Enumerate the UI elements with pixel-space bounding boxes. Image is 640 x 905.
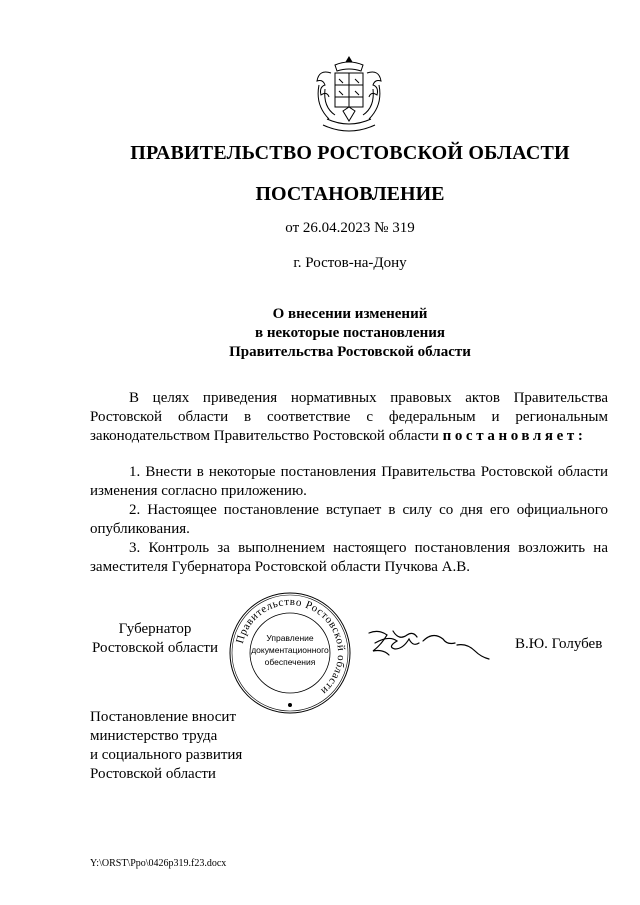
file-path: Y:\ORST\Ppo\0426p319.f23.docx xyxy=(90,858,227,869)
subject-line: Правительства Ростовской области xyxy=(229,344,471,360)
submitter-line: и социального развития xyxy=(90,747,243,763)
handwritten-signature-icon xyxy=(365,623,495,663)
decree-item: 3. Контроль за выполнением настоящего постановления возложить на заместителя Губернатора Ростовской области Пучкова А.В. xyxy=(90,540,608,575)
government-title: ПРАВИТЕЛЬСТВО РОСТОВСКОЙ ОБЛАСТИ xyxy=(130,142,570,164)
stamp-outer-text: Правительство Ростовской области xyxy=(233,595,348,698)
preamble-text: В целях приведения нормативных правовых актов Правительства Ростовской области в соответствие с федеральным и региональным законодательством Правительство Ростовской области xyxy=(90,390,608,444)
document-type: ПОСТАНОВЛЕНИЕ xyxy=(255,183,445,205)
document-body xyxy=(90,389,608,577)
decree-item: 2. Настоящее постановление вступает в силу со дня его официального опубликования. xyxy=(90,502,608,537)
stamp-inner-line: документационного xyxy=(251,645,329,655)
signer-name: В.Ю. Голубев xyxy=(515,636,603,652)
coat-of-arms-icon xyxy=(313,55,385,137)
decree-word: постановляет: xyxy=(442,428,587,444)
governor-role xyxy=(90,620,220,658)
role-line: Ростовской области xyxy=(92,640,218,656)
preamble-paragraph xyxy=(90,389,608,446)
stamp-inner-line: Управление xyxy=(266,633,314,643)
submitter-line: Постановление вносит xyxy=(90,709,237,725)
decree-item: 1. Внести в некоторые постановления Правительства Ростовской области изменения согласно приложению. xyxy=(90,464,608,499)
subject-line: О внесении изменений xyxy=(272,306,428,322)
role-line: Губернатор xyxy=(118,621,192,637)
document-city: г. Ростов-на-Дону xyxy=(293,255,407,271)
stamp-inner-line: обеспечения xyxy=(264,657,316,667)
document-subject xyxy=(0,305,640,362)
submitter-block xyxy=(90,708,242,784)
subject-line: в некоторые постановления xyxy=(254,325,446,341)
document-date-number: от 26.04.2023 № 319 xyxy=(285,220,415,236)
submitter-line: Ростовской области xyxy=(90,766,216,782)
official-stamp xyxy=(228,591,352,715)
submitter-line: министерство труда xyxy=(90,728,218,744)
